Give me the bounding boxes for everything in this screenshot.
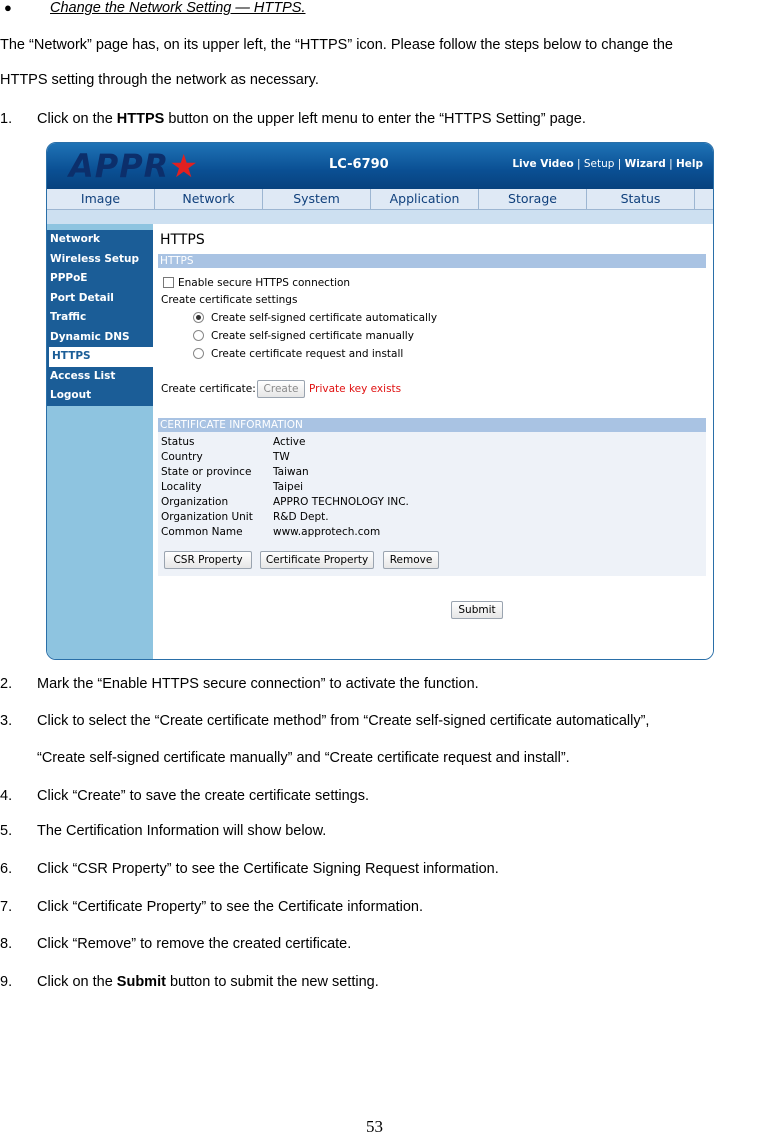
- step-number: 6.: [0, 861, 13, 877]
- main-tabs: [47, 189, 713, 210]
- step-number: 5.: [0, 823, 13, 839]
- cert-key: Organization: [161, 496, 229, 508]
- cert-key: Country: [161, 451, 203, 463]
- step-text: The Certification Information will show below.: [37, 823, 327, 839]
- radio-label: Create self-signed certificate manually: [211, 330, 414, 342]
- cert-value: Active: [273, 436, 306, 448]
- section-header: [0, 0, 762, 20]
- step-bold: Submit: [116, 974, 166, 990]
- cert-value: Taiwan: [273, 466, 309, 478]
- model-name: LC-6790: [329, 157, 389, 172]
- step-text: button on the upper left menu to enter the “HTTPS Setting” page.: [164, 111, 586, 127]
- radio-label: Create self-signed certificate automatically: [211, 312, 438, 324]
- step-4: [0, 788, 370, 804]
- step-9: [0, 974, 379, 990]
- step-text: “Create self-signed certificate manually” and “Create certificate request and install”.: [37, 750, 570, 766]
- separator: |: [573, 158, 584, 170]
- certificate-info-panel: [158, 426, 706, 576]
- tab-network[interactable]: Network: [155, 189, 263, 209]
- remove-button[interactable]: Remove: [383, 551, 439, 569]
- tab-storage[interactable]: Storage: [479, 189, 587, 209]
- cert-key: Organization Unit: [161, 511, 253, 523]
- section-title: Change the Network Setting — HTTPS.: [50, 0, 306, 16]
- intro-line-1: The “Network” page has, on its upper left, the “HTTPS” icon. Please follow the steps below to change the: [0, 37, 673, 53]
- tab-application[interactable]: Application: [371, 189, 479, 209]
- page-title: HTTPS: [160, 232, 205, 248]
- step-text: Click “CSR Property” to see the Certificate Signing Request information.: [37, 861, 499, 877]
- certificate-property-button[interactable]: Certificate Property: [260, 551, 374, 569]
- sub-band: [47, 210, 713, 224]
- sidebar-item-port-detail[interactable]: Port Detail: [50, 291, 114, 304]
- cert-key: Common Name: [161, 526, 243, 538]
- create-button[interactable]: Create: [257, 380, 305, 398]
- step-number: 2.: [0, 676, 13, 692]
- enable-https-checkbox[interactable]: [163, 277, 174, 288]
- step-text: button to submit the new setting.: [165, 974, 379, 990]
- submit-button[interactable]: Submit: [451, 601, 503, 619]
- cert-value: APPRO TECHNOLOGY INC.: [273, 496, 409, 508]
- step-1: [0, 111, 586, 127]
- step-number: 3.: [0, 713, 13, 729]
- create-certificate-label: Create certificate:: [161, 383, 256, 395]
- step-bold: HTTPS: [116, 111, 165, 127]
- step-text: Mark the “Enable HTTPS secure connection” to activate the function.: [37, 676, 479, 692]
- step-number: 8.: [0, 936, 13, 952]
- page-number: 53: [366, 1117, 383, 1136]
- tab-system[interactable]: System: [263, 189, 371, 209]
- cert-key: State or province: [161, 466, 252, 478]
- step-number: 7.: [0, 899, 13, 915]
- tab-image[interactable]: Image: [47, 189, 155, 209]
- step-text: Click on the: [37, 111, 117, 127]
- https-content: [153, 224, 713, 659]
- csr-property-button[interactable]: CSR Property: [164, 551, 252, 569]
- private-key-status: Private key exists: [309, 383, 402, 395]
- step-text: Click on the: [37, 974, 117, 990]
- live-video-link[interactable]: Live Video: [512, 158, 574, 170]
- cert-value: Taipei: [273, 481, 304, 493]
- step-3: [0, 713, 650, 729]
- separator: |: [614, 158, 625, 170]
- sidebar-item-logout[interactable]: Logout: [50, 389, 92, 401]
- step-2: [0, 676, 479, 692]
- step-text: Click “Certificate Property” to see the Certificate information.: [37, 899, 423, 915]
- cert-value: www.approtech.com: [273, 526, 381, 538]
- star-icon: ★: [169, 147, 199, 185]
- step-5: [0, 823, 327, 839]
- https-settings-screenshot: [46, 142, 714, 660]
- radio-self-signed-manual[interactable]: [193, 330, 204, 341]
- sidebar-item-wireless-setup[interactable]: Wireless Setup: [50, 252, 140, 265]
- sidebar-item-https[interactable]: HTTPS: [49, 347, 153, 367]
- create-settings-label: Create certificate settings: [161, 294, 298, 306]
- cert-value: TW: [273, 451, 290, 463]
- radio-request-install[interactable]: [193, 348, 204, 359]
- step-8: [0, 936, 352, 952]
- https-section-bar: HTTPS: [158, 254, 706, 268]
- certificate-info-bar: CERTIFICATE INFORMATION: [158, 418, 706, 432]
- cert-value: R&D Dept.: [273, 511, 329, 523]
- intro-line-2: HTTPS setting through the network as necessary.: [0, 72, 319, 88]
- setup-link[interactable]: Setup: [583, 158, 615, 170]
- step-text: Click “Remove” to remove the created certificate.: [37, 936, 352, 952]
- radio-label: Create certificate request and install: [211, 348, 404, 360]
- step-7: [0, 899, 423, 915]
- cert-key: Locality: [161, 481, 202, 493]
- step-number: 4.: [0, 788, 13, 804]
- step-number: 9.: [0, 974, 13, 990]
- sidebar-item-pppoe[interactable]: PPPoE: [50, 272, 88, 284]
- step-text: Click “Create” to save the create certificate settings.: [37, 788, 370, 804]
- sidebar-item-network[interactable]: Network: [50, 233, 101, 245]
- step-number: 1.: [0, 111, 13, 127]
- sidebar-item-access-list[interactable]: Access List: [50, 369, 116, 382]
- help-link[interactable]: Help: [675, 158, 703, 170]
- step-6: [0, 861, 499, 877]
- sidebar-menu: [47, 230, 153, 406]
- appro-logo: APPR★: [69, 147, 199, 185]
- sidebar-item-traffic[interactable]: Traffic: [50, 311, 87, 323]
- cert-key: Status: [161, 436, 195, 448]
- radio-self-signed-auto[interactable]: [193, 312, 204, 323]
- top-links: [512, 158, 703, 170]
- step-text: Click to select the “Create certificate method” from “Create self-signed certificate automatically”,: [37, 713, 650, 729]
- top-banner: [47, 143, 713, 189]
- separator: |: [665, 158, 676, 170]
- sidebar-item-dynamic-dns[interactable]: Dynamic DNS: [50, 330, 130, 343]
- bullet-icon: ●: [4, 0, 12, 15]
- sidebar: [47, 224, 153, 659]
- wizard-link[interactable]: Wizard: [624, 158, 666, 170]
- enable-https-label: Enable secure HTTPS connection: [178, 277, 351, 289]
- tab-status[interactable]: Status: [587, 189, 695, 209]
